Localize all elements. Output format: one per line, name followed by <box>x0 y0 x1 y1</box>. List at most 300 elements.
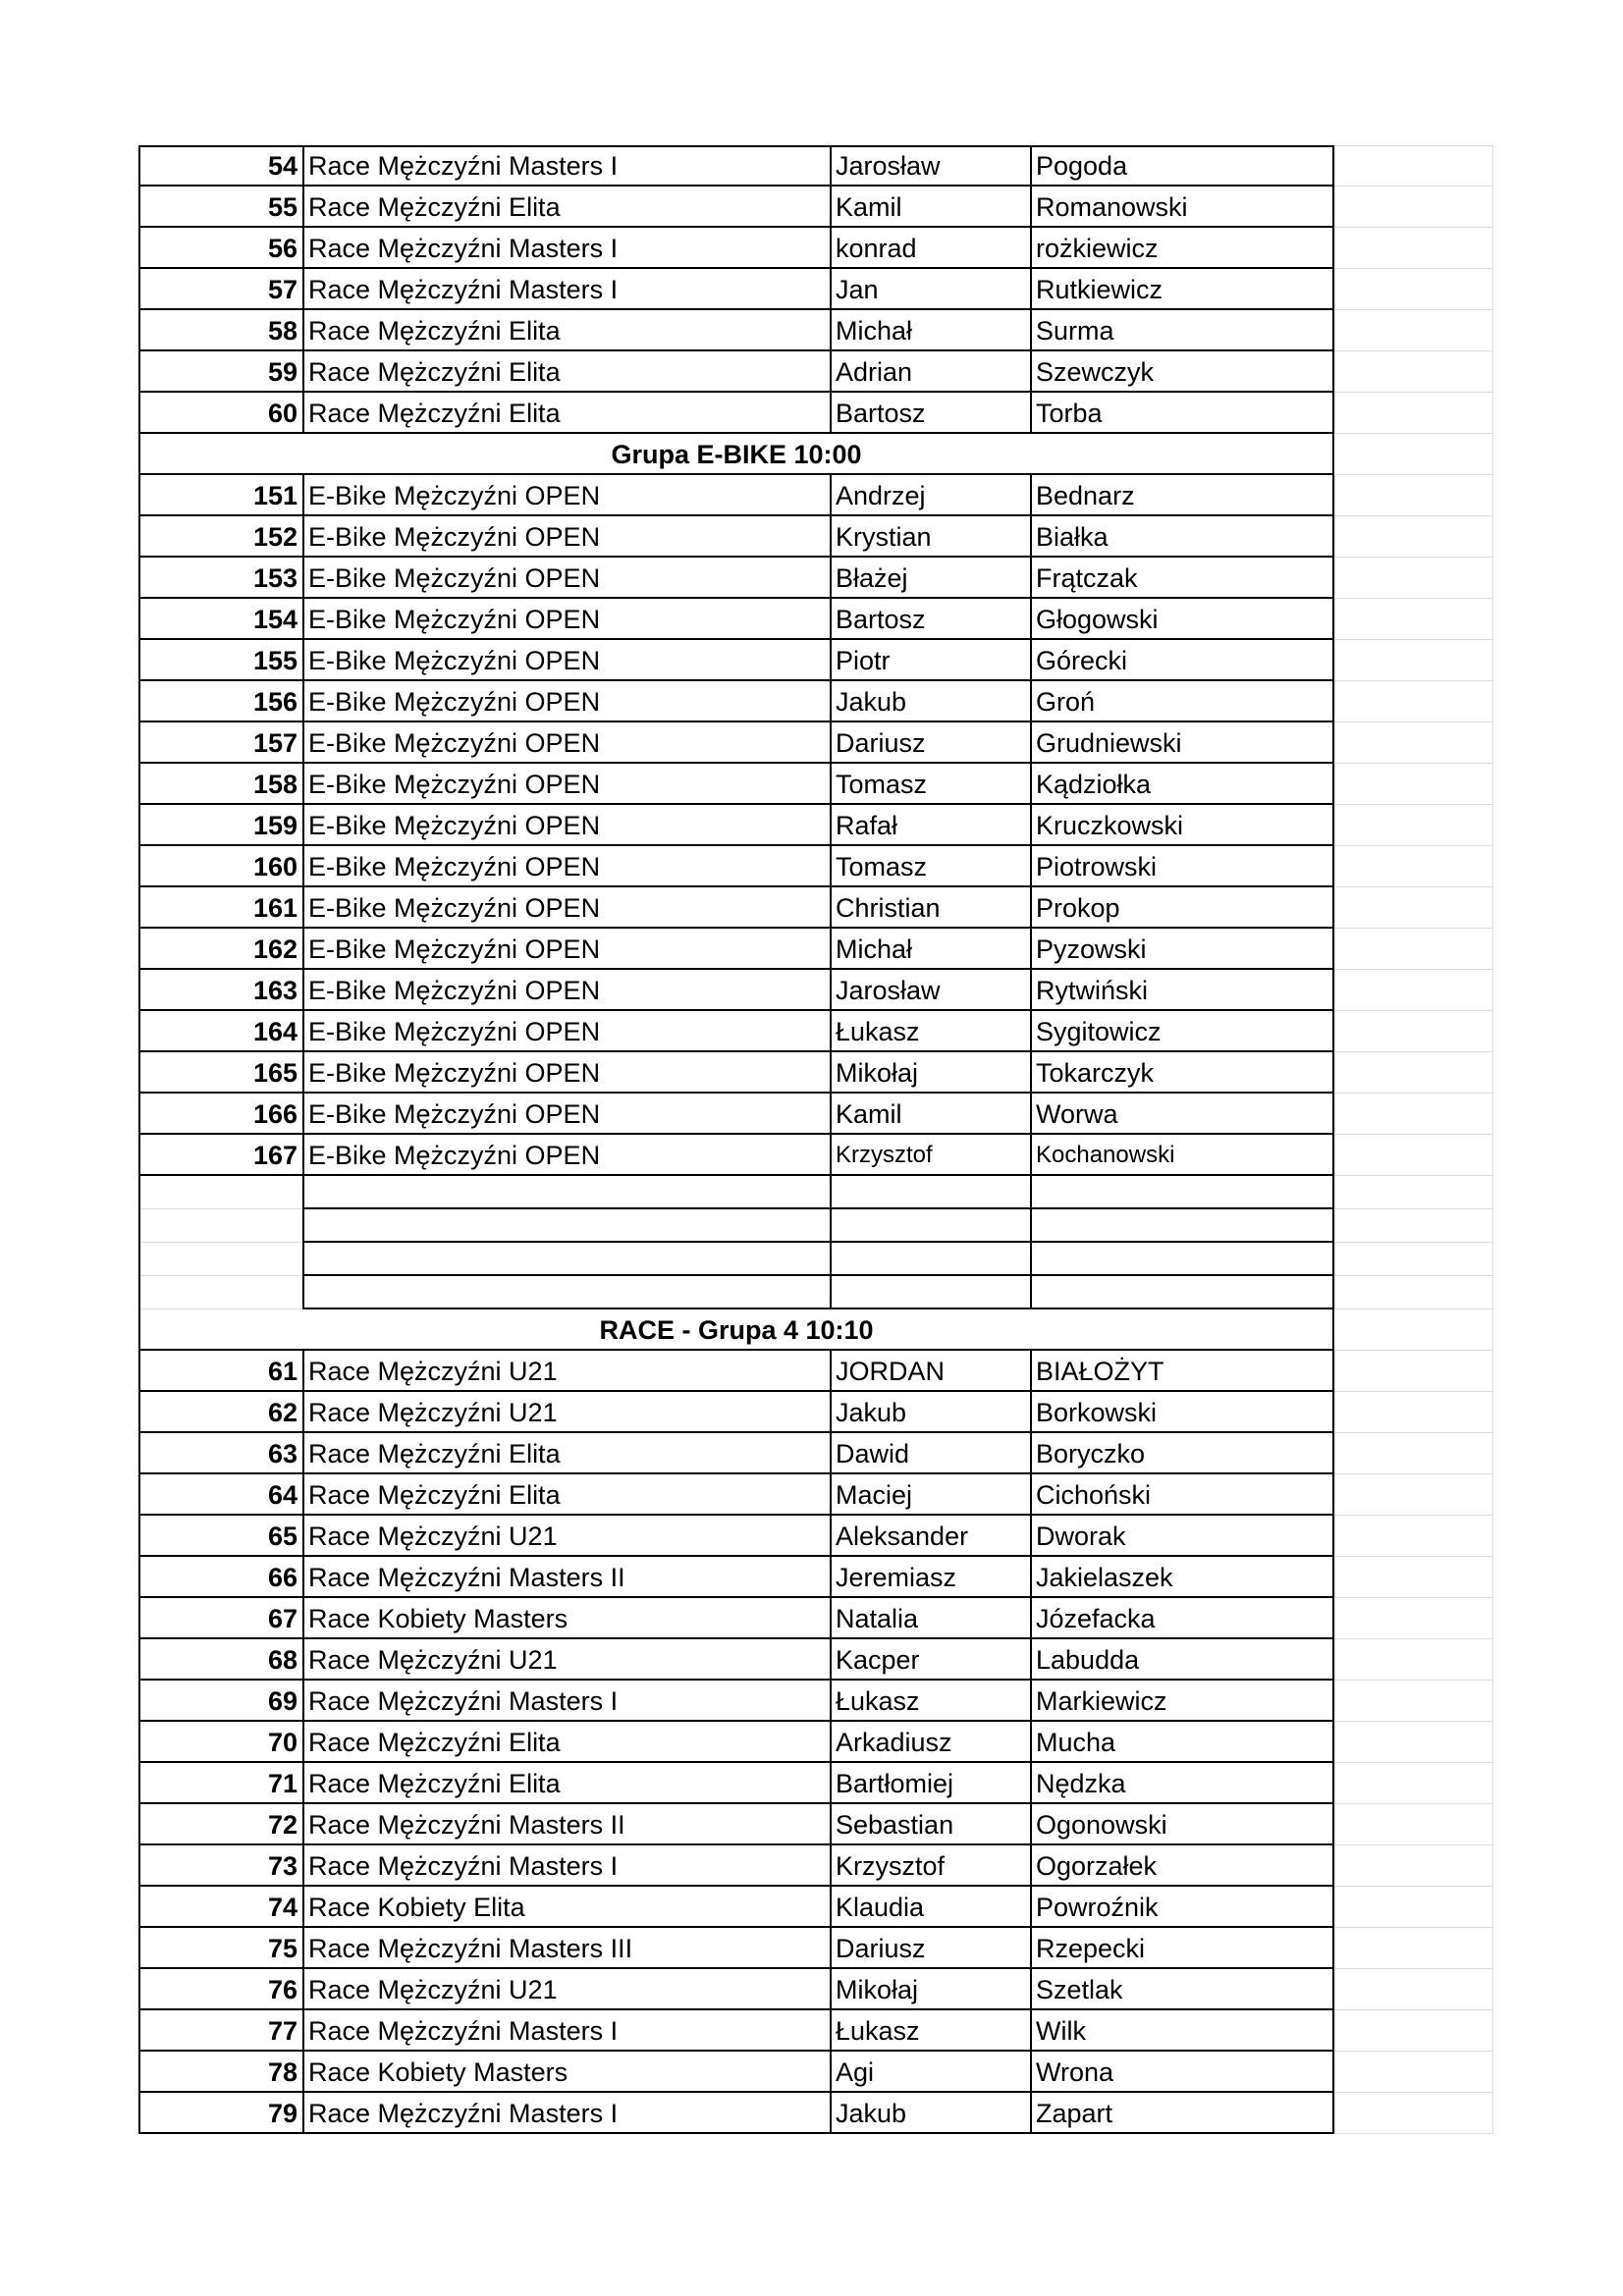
last-name-cell: Jakielaszek <box>1036 1563 1173 1592</box>
cell-border <box>138 681 140 722</box>
cell-border <box>1030 351 1032 393</box>
cell-border <box>138 1804 140 1845</box>
cell-border <box>1030 1516 1032 1557</box>
cell-border <box>1332 269 1334 310</box>
cell-border <box>302 187 304 228</box>
last-name-cell: Szetlak <box>1036 1975 1123 2004</box>
gridline <box>1492 1887 1493 1928</box>
cell-border <box>138 310 140 351</box>
cell-border <box>138 187 140 228</box>
start-number: 157 <box>252 728 298 758</box>
cell-border <box>1030 145 1032 187</box>
cell-border <box>1332 1474 1334 1516</box>
cell-border <box>138 228 140 269</box>
gridline <box>1334 2052 1335 2093</box>
last-name-cell: Nędzka <box>1036 1769 1126 1798</box>
start-number: 77 <box>267 2016 298 2046</box>
last-name-cell: Józefacka <box>1036 1604 1156 1633</box>
cell-border <box>138 846 140 887</box>
cell-border <box>1030 681 1032 722</box>
gridline <box>1334 1598 1335 1639</box>
cell-border <box>302 1639 304 1681</box>
cell-border <box>302 887 304 929</box>
last-name-cell: Worwa <box>1036 1099 1118 1129</box>
category-cell: Race Mężczyźni Elita <box>308 316 561 346</box>
cell-border <box>1332 2010 1334 2052</box>
last-name-cell: Głogowski <box>1036 605 1159 634</box>
cell-border <box>1030 187 1032 228</box>
cell-border <box>302 764 304 805</box>
cell-border <box>1030 1243 1032 1276</box>
last-name-cell: Wrona <box>1036 2057 1114 2087</box>
cell-border <box>1030 310 1032 351</box>
table-row <box>138 640 1493 681</box>
gridline <box>1334 1516 1335 1557</box>
gridline <box>1334 310 1335 351</box>
table-row <box>138 887 1493 929</box>
gridline <box>1334 187 1335 228</box>
start-number: 167 <box>252 1141 298 1170</box>
gridline <box>1492 1209 1493 1243</box>
table-row <box>138 1135 1493 1176</box>
gridline <box>1334 1243 1335 1276</box>
group-header-row <box>138 434 1493 475</box>
gridline <box>1492 1722 1493 1763</box>
category-cell: E-Bike Mężczyźni OPEN <box>308 1099 601 1129</box>
start-number: 66 <box>267 1563 298 1592</box>
gridline <box>1334 1351 1335 1392</box>
gridline <box>1492 764 1493 805</box>
last-name-cell: Szewczyk <box>1036 357 1155 387</box>
cell-border <box>138 1209 140 1243</box>
cell-border <box>830 1392 832 1433</box>
first-name-cell: Mikołaj <box>836 1058 919 1088</box>
first-name-cell: Jakub <box>836 687 907 717</box>
cell-border <box>1332 1557 1334 1598</box>
start-number: 152 <box>252 522 298 552</box>
cell-border <box>1030 1763 1032 1804</box>
cell-border <box>138 516 140 558</box>
empty-row <box>138 1209 1493 1243</box>
cell-border <box>1030 1804 1032 1845</box>
cell-border <box>830 599 832 640</box>
first-name-cell: Kacper <box>836 1645 920 1675</box>
first-name-cell: Kamil <box>836 192 902 222</box>
table-row <box>138 310 1493 351</box>
first-name-cell: Mikołaj <box>836 1975 919 2004</box>
table-row <box>138 1969 1493 2010</box>
table-row <box>138 1763 1493 1804</box>
last-name-cell: Wilk <box>1036 2016 1086 2046</box>
row-border <box>138 2132 1334 2134</box>
cell-border <box>1332 970 1334 1011</box>
table-row <box>138 2093 1493 2134</box>
gridline <box>1492 1557 1493 1598</box>
cell-border <box>830 929 832 970</box>
cell-border <box>138 764 140 805</box>
cell-border <box>1332 1681 1334 1722</box>
start-number: 73 <box>267 1851 298 1881</box>
start-number: 70 <box>267 1728 298 1757</box>
cell-border <box>138 1763 140 1804</box>
cell-border <box>1030 640 1032 681</box>
first-name-cell: Jan <box>836 275 879 304</box>
cell-border <box>1030 558 1032 599</box>
cell-border <box>302 846 304 887</box>
last-name-cell: Rytwiński <box>1036 976 1149 1005</box>
cell-border <box>1332 764 1334 805</box>
gridline <box>1334 1392 1335 1433</box>
gridline <box>1492 1763 1493 1804</box>
start-number: 79 <box>267 2099 298 2128</box>
first-name-cell: Maciej <box>836 1480 913 1510</box>
category-cell: Race Mężczyźni Masters III <box>308 1934 633 1963</box>
cell-border <box>830 1598 832 1639</box>
last-name-cell: Kruczkowski <box>1036 811 1184 840</box>
cell-border <box>138 1845 140 1887</box>
cell-border <box>138 2093 140 2134</box>
cell-border <box>302 1276 304 1309</box>
cell-border <box>830 1011 832 1052</box>
cell-border <box>1332 2052 1334 2093</box>
gridline <box>1492 1052 1493 1094</box>
last-name-cell: Ogorzałek <box>1036 1851 1158 1881</box>
first-name-cell: JORDAN <box>836 1357 946 1386</box>
cell-border <box>302 145 304 187</box>
category-cell: E-Bike Mężczyźni OPEN <box>308 687 601 717</box>
cell-border <box>830 2093 832 2134</box>
cell-border <box>302 1392 304 1433</box>
cell-border <box>138 1351 140 1392</box>
cell-border <box>302 599 304 640</box>
cell-border <box>830 516 832 558</box>
table-row <box>138 228 1493 269</box>
cell-border <box>1030 805 1032 846</box>
gridline <box>1492 1474 1493 1516</box>
start-number: 54 <box>267 151 298 181</box>
first-name-cell: Adrian <box>836 357 913 387</box>
cell-border <box>138 434 140 475</box>
cell-border <box>830 1804 832 1845</box>
last-name-cell: Grudniewski <box>1036 728 1182 758</box>
table-row <box>138 393 1493 434</box>
category-cell: E-Bike Mężczyźni OPEN <box>308 605 601 634</box>
cell-border <box>1332 846 1334 887</box>
cell-border <box>1332 1052 1334 1094</box>
cell-border <box>138 1557 140 1598</box>
gridline <box>1334 145 1335 187</box>
cell-border <box>1332 1639 1334 1681</box>
table-row <box>138 1639 1493 1681</box>
cell-border <box>830 558 832 599</box>
category-cell: E-Bike Mężczyźni OPEN <box>308 1141 601 1170</box>
category-cell: Race Kobiety Masters <box>308 1604 568 1633</box>
cell-border <box>830 2010 832 2052</box>
cell-border <box>302 1681 304 1722</box>
gridline <box>1492 1094 1493 1135</box>
cell-border <box>830 1052 832 1094</box>
cell-border <box>1030 1209 1032 1243</box>
table-row <box>138 722 1493 764</box>
gridline <box>1334 1763 1335 1804</box>
gridline <box>1492 887 1493 929</box>
cell-border <box>1332 1135 1334 1176</box>
table-row <box>138 970 1493 1011</box>
table-row <box>138 2052 1493 2093</box>
gridline <box>1334 1011 1335 1052</box>
cell-border <box>138 1433 140 1474</box>
gridline <box>1334 516 1335 558</box>
last-name-cell: Kądziołka <box>1036 770 1152 799</box>
cell-border <box>830 722 832 764</box>
gridline <box>1492 558 1493 599</box>
last-name-cell: Groń <box>1036 687 1096 717</box>
cell-border <box>1332 1433 1334 1474</box>
cell-border <box>830 846 832 887</box>
last-name-cell: Białka <box>1036 522 1109 552</box>
category-cell: Race Mężczyźni Masters I <box>308 234 619 263</box>
table-row <box>138 1052 1493 1094</box>
cell-border <box>302 1598 304 1639</box>
cell-border <box>138 1516 140 1557</box>
first-name-cell: Łukasz <box>836 1686 920 1716</box>
group-title: Grupa E-BIKE 10:00 <box>611 440 862 469</box>
cell-border <box>302 475 304 516</box>
start-number: 67 <box>267 1604 298 1633</box>
gridline <box>1334 805 1335 846</box>
start-number: 69 <box>267 1686 298 1716</box>
gridline <box>1492 516 1493 558</box>
table-row <box>138 681 1493 722</box>
gridline <box>1492 393 1493 434</box>
cell-border <box>1030 393 1032 434</box>
gridline <box>1334 1969 1335 2010</box>
cell-border <box>302 1094 304 1135</box>
gridline <box>1492 1135 1493 1176</box>
cell-border <box>138 475 140 516</box>
cell-border <box>1332 516 1334 558</box>
category-cell: E-Bike Mężczyźni OPEN <box>308 1058 601 1088</box>
first-name-cell: Sebastian <box>836 1810 954 1840</box>
group-title: RACE - Grupa 4 10:10 <box>599 1315 874 1345</box>
cell-border <box>1030 228 1032 269</box>
gridline <box>1334 640 1335 681</box>
empty-row <box>138 1276 1493 1309</box>
cell-border <box>1030 1052 1032 1094</box>
gridline <box>1334 2010 1335 2052</box>
cell-border <box>302 1351 304 1392</box>
gridline <box>1334 1209 1335 1243</box>
cell-border <box>302 2093 304 2134</box>
table-row <box>138 1516 1493 1557</box>
first-name-cell: Jakub <box>836 1398 907 1427</box>
gridline <box>1492 228 1493 269</box>
cell-border <box>830 187 832 228</box>
gridline <box>1492 970 1493 1011</box>
cell-border <box>302 558 304 599</box>
cell-border <box>830 1516 832 1557</box>
gridline <box>1492 434 1493 475</box>
cell-border <box>302 722 304 764</box>
cell-border <box>302 2010 304 2052</box>
category-cell: E-Bike Mężczyźni OPEN <box>308 563 601 593</box>
start-number: 60 <box>267 399 298 428</box>
category-cell: Race Mężczyźni Masters I <box>308 151 619 181</box>
gridline <box>1334 1176 1335 1209</box>
cell-border <box>138 1887 140 1928</box>
cell-border <box>138 1474 140 1516</box>
gridline <box>1492 351 1493 393</box>
group-header-row <box>138 1309 1493 1351</box>
cell-border <box>302 228 304 269</box>
cell-border <box>138 599 140 640</box>
first-name-cell: Rafał <box>836 811 898 840</box>
cell-border <box>138 640 140 681</box>
gridline <box>1492 640 1493 681</box>
gridline <box>1492 1276 1493 1309</box>
gridline <box>1492 2052 1493 2093</box>
cell-border <box>830 1474 832 1516</box>
table-row <box>138 1433 1493 1474</box>
cell-border <box>302 351 304 393</box>
cell-border <box>830 1639 832 1681</box>
cell-border <box>138 558 140 599</box>
table-row <box>138 1474 1493 1516</box>
cell-border <box>302 2052 304 2093</box>
category-cell: Race Mężczyźni Masters II <box>308 1563 625 1592</box>
gridline <box>1492 475 1493 516</box>
start-number: 55 <box>267 192 298 222</box>
start-number: 75 <box>267 1934 298 1963</box>
cell-border <box>302 1433 304 1474</box>
cell-border <box>1030 1887 1032 1928</box>
cell-border <box>830 764 832 805</box>
start-number: 64 <box>267 1480 298 1510</box>
cell-border <box>138 1639 140 1681</box>
cell-border <box>830 887 832 929</box>
table-row <box>138 351 1493 393</box>
gridline <box>1492 599 1493 640</box>
cell-border <box>1332 1722 1334 1763</box>
gridline <box>1334 1135 1335 1176</box>
cell-border <box>302 805 304 846</box>
empty-row <box>138 1176 1493 1209</box>
last-name-cell: Romanowski <box>1036 192 1188 222</box>
cell-border <box>830 2052 832 2093</box>
last-name-cell: BIAŁOŻYT <box>1036 1357 1164 1386</box>
gridline <box>1334 764 1335 805</box>
start-number: 56 <box>267 234 298 263</box>
cell-border <box>1030 1176 1032 1209</box>
first-name-cell: Dariusz <box>836 728 926 758</box>
cell-border <box>1030 1639 1032 1681</box>
cell-border <box>1332 1887 1334 1928</box>
last-name-cell: Górecki <box>1036 646 1128 675</box>
cell-border <box>830 310 832 351</box>
category-cell: Race Mężczyźni Elita <box>308 1439 561 1468</box>
cell-border <box>1332 434 1334 475</box>
category-cell: Race Mężczyźni Elita <box>308 1769 561 1798</box>
cell-border <box>138 393 140 434</box>
first-name-cell: Michał <box>836 934 913 964</box>
start-number: 164 <box>252 1017 298 1046</box>
table-row <box>138 187 1493 228</box>
cell-border <box>830 1351 832 1392</box>
cell-border <box>830 228 832 269</box>
cell-border <box>302 1928 304 1969</box>
gridline <box>1492 1392 1493 1433</box>
table-row <box>138 1928 1493 1969</box>
start-number: 159 <box>252 811 298 840</box>
cell-border <box>1332 640 1334 681</box>
cell-border <box>1030 1474 1032 1516</box>
cell-border <box>302 1887 304 1928</box>
cell-border <box>1332 1276 1334 1309</box>
gridline <box>1334 1433 1335 1474</box>
last-name-cell: Pogoda <box>1036 151 1128 181</box>
cell-border <box>1030 846 1032 887</box>
first-name-cell: Jarosław <box>836 976 941 1005</box>
first-name-cell: Jakub <box>836 2099 907 2128</box>
gridline <box>1334 1804 1335 1845</box>
cell-border <box>830 351 832 393</box>
cell-border <box>302 1209 304 1243</box>
first-name-cell: Łukasz <box>836 2016 920 2046</box>
first-name-cell: Jeremiasz <box>836 1563 957 1592</box>
cell-border <box>830 145 832 187</box>
cell-border <box>1030 764 1032 805</box>
cell-border <box>1332 351 1334 393</box>
cell-border <box>138 1309 140 1351</box>
gridline <box>1334 1557 1335 1598</box>
table-row <box>138 1557 1493 1598</box>
cell-border <box>1030 1722 1032 1763</box>
gridline <box>1334 1276 1335 1309</box>
cell-border <box>138 887 140 929</box>
category-cell: Race Mężczyźni U21 <box>308 1398 558 1427</box>
category-cell: E-Bike Mężczyźni OPEN <box>308 1017 601 1046</box>
category-cell: E-Bike Mężczyźni OPEN <box>308 893 601 923</box>
gridline <box>1334 1639 1335 1681</box>
cell-border <box>1030 475 1032 516</box>
table-row <box>138 1011 1493 1052</box>
first-name-cell: Bartosz <box>836 605 926 634</box>
gridline <box>1492 1681 1493 1722</box>
last-name-cell: Boryczko <box>1036 1439 1146 1468</box>
cell-border <box>138 970 140 1011</box>
cell-border <box>138 1011 140 1052</box>
cell-border <box>1332 1209 1334 1243</box>
category-cell: E-Bike Mężczyźni OPEN <box>308 811 601 840</box>
cell-border <box>302 1176 304 1209</box>
gridline <box>1492 1516 1493 1557</box>
cell-border <box>138 1052 140 1094</box>
category-cell: Race Mężczyźni Masters I <box>308 2016 619 2046</box>
category-cell: Race Mężczyźni Elita <box>308 1480 561 1510</box>
last-name-cell: Pyzowski <box>1036 934 1147 964</box>
table-row <box>138 764 1493 805</box>
cell-border <box>830 1845 832 1887</box>
gridline <box>1334 228 1335 269</box>
cell-border <box>1030 970 1032 1011</box>
first-name-cell: Michał <box>836 316 913 346</box>
gridline <box>1334 2093 1335 2134</box>
table-row <box>138 475 1493 516</box>
last-name-cell: Frątczak <box>1036 563 1138 593</box>
first-name-cell: Andrzej <box>836 481 926 510</box>
start-number: 72 <box>267 1810 298 1840</box>
category-cell: Race Kobiety Masters <box>308 2057 568 2087</box>
